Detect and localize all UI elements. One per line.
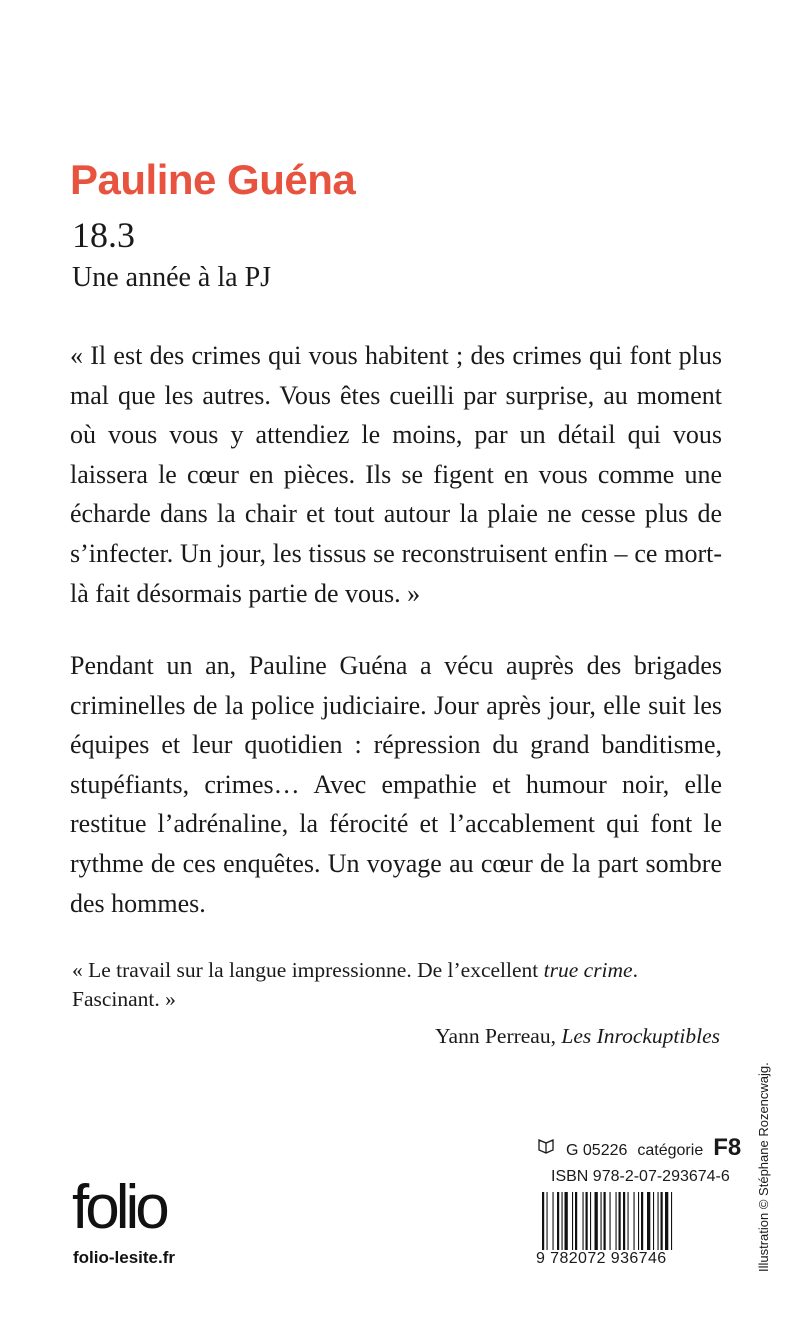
press-review xyxy=(72,956,722,1014)
folio-logo: folio xyxy=(72,1173,166,1242)
reviewer-name: Yann Perreau, xyxy=(435,1024,562,1048)
category-label: catégorie xyxy=(637,1142,704,1159)
excerpt-quote: « Il est des crimes qui vous habitent ; des crimes qui font plus mal que les autres. Vous êtes cueilli par surprise, au moment où vous vous y attendiez le moins, par un détail qui vous laissera le cœur en pièces. Ils se figent en vous comme une écharde dans la chair et tout autour la plaie ne cesse plus de s’infecter. Un jour, les tissus se reconstruisent enfin – ce mort-là fait désormais partie de vous. » xyxy=(70,341,722,608)
review-attribution xyxy=(435,1024,720,1049)
review-text-italic: true crime xyxy=(543,958,633,982)
review-text-end: . Fascinant. » xyxy=(72,958,638,1011)
book-title: 18.3 xyxy=(72,215,135,255)
illustration-credit: Illustration © Stéphane Rozencwajg. xyxy=(756,1062,771,1272)
review-publication: Les Inrockuptibles xyxy=(561,1024,720,1048)
isbn: ISBN 978-2-07-293674-6 xyxy=(551,1168,730,1185)
barcode-digits: 9 782072 936746 xyxy=(536,1250,667,1267)
publisher-website: folio-lesite.fr xyxy=(73,1248,176,1267)
catalog-code-line xyxy=(536,1134,741,1162)
price-category: F8 xyxy=(713,1134,742,1161)
book-subtitle: Une année à la PJ xyxy=(72,262,272,293)
author-name: Pauline Guéna xyxy=(70,156,356,203)
barcode-image xyxy=(540,1192,716,1250)
review-text-start: « Le travail sur la langue impressionne. De l’excellent xyxy=(72,958,544,982)
pages-icon xyxy=(536,1137,556,1160)
book-description: Pendant un an, Pauline Guéna a vécu auprès des brigades criminelles de la police judiciaire. Jour après jour, elle suit les équipes et leur quotidien : répression du grand banditisme, stupéfiants, crimes… Avec empathie et humour noir, elle restitue l’adrénaline, la férocité et l’accablement qui font le rythme de ces enquêtes. Un voyage au cœur de la part sombre des hommes. xyxy=(70,651,722,918)
catalog-code: G 05226 xyxy=(566,1142,628,1159)
